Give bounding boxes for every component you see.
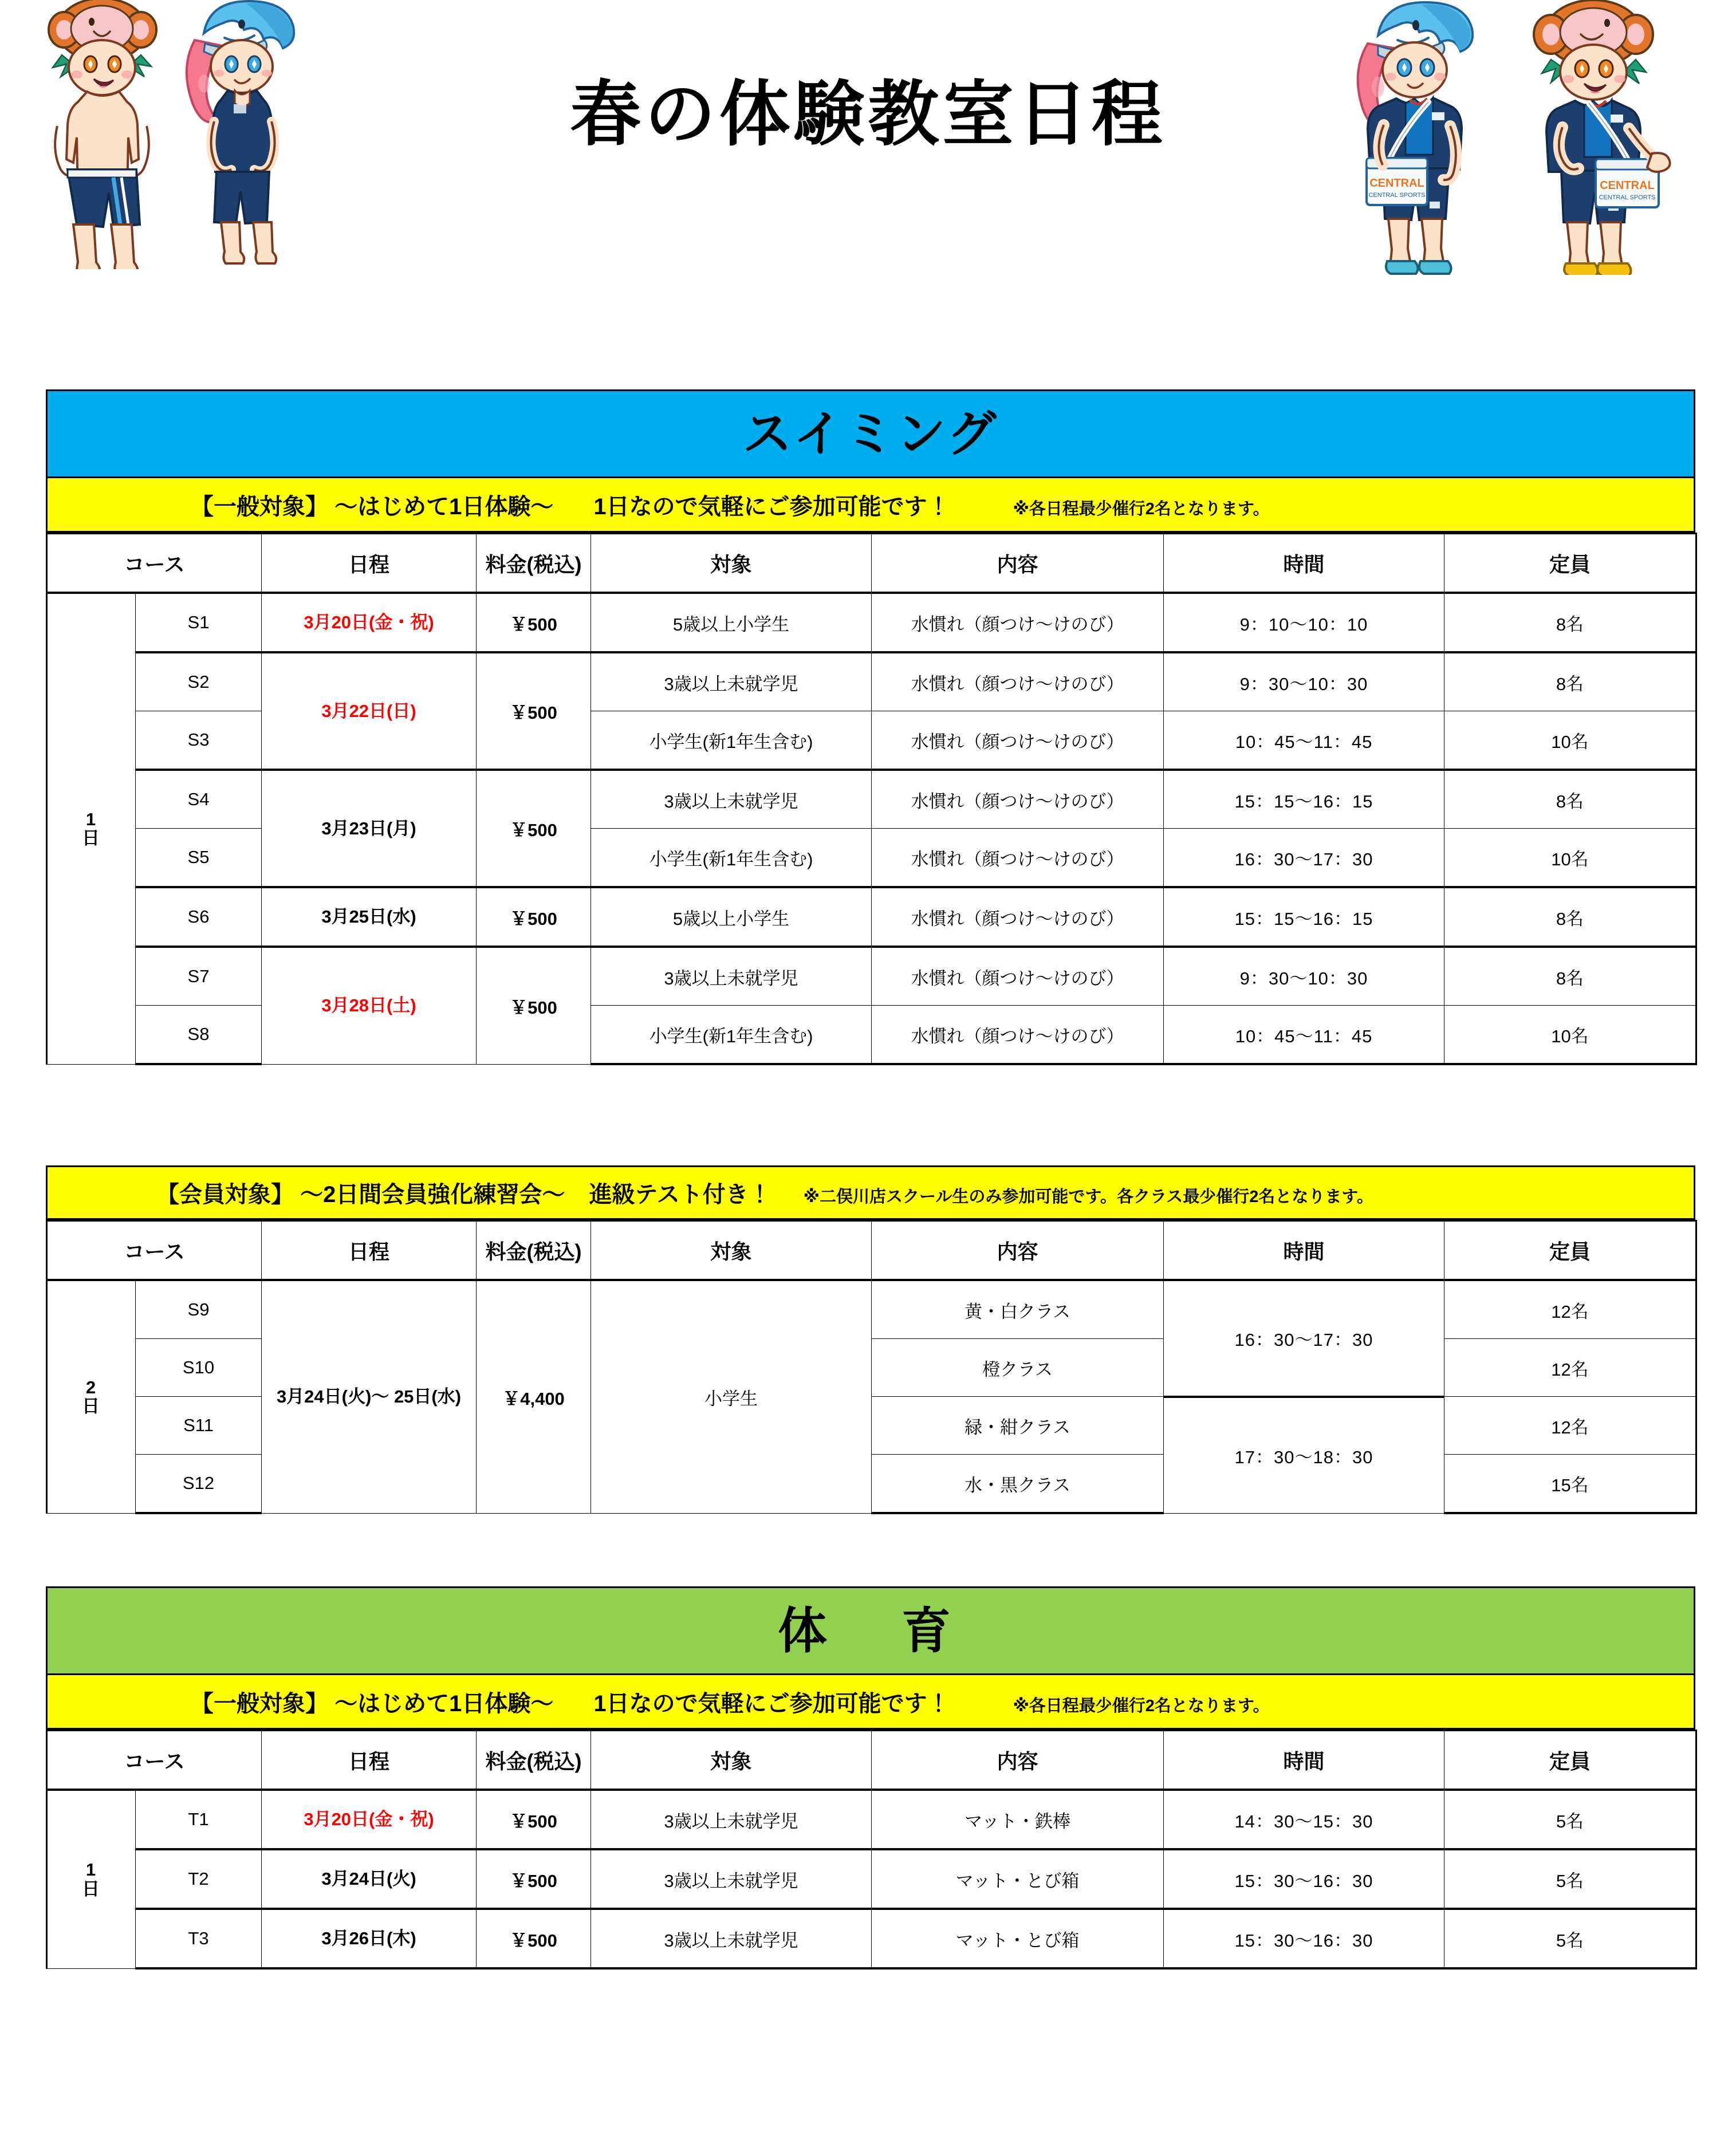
- cell-time: 15：15～16：15: [1164, 770, 1444, 829]
- table-row: [47, 1909, 1696, 1968]
- cell-target: 3歳以上未就学児: [591, 770, 872, 829]
- cell-capacity: 5名: [1444, 1909, 1696, 1968]
- cell-capacity: 10名: [1444, 829, 1696, 888]
- table-row: [47, 1790, 1696, 1849]
- cell-time: 15：30～16：30: [1164, 1909, 1444, 1968]
- note-sub: ※各日程最少催行2名となります。: [1013, 1696, 1270, 1715]
- day-span-label: 2 日: [47, 1280, 136, 1513]
- cell-capacity: 8名: [1444, 593, 1696, 652]
- cell-content: 水慣れ（顔つけ～けのび）: [872, 887, 1164, 947]
- cell-content: マット・とび箱: [872, 1909, 1164, 1968]
- col-header-content: 内容: [872, 1731, 1164, 1790]
- cell-date: 3月22日(日): [262, 652, 477, 770]
- cell-content: 橙クラス: [872, 1339, 1164, 1397]
- cell-capacity: 5名: [1444, 1849, 1696, 1909]
- col-header-fee: 料金(税込): [477, 1221, 591, 1281]
- cell-target: 3歳以上未就学児: [591, 652, 872, 711]
- cell-time: 17：30～18：30: [1164, 1397, 1444, 1514]
- cell-date: 3月24日(火): [262, 1849, 477, 1909]
- cell-course: T2: [136, 1849, 262, 1909]
- table-row: [47, 887, 1696, 947]
- cell-date: 3月20日(金・祝): [262, 593, 477, 652]
- cell-capacity: 10名: [1444, 1006, 1696, 1065]
- cell-date: 3月23日(月): [262, 770, 477, 887]
- cell-fee: ￥500: [477, 1790, 591, 1849]
- cell-time: 10：45～11：45: [1164, 1006, 1444, 1065]
- note-main: 【一般対象】 ～はじめて1日体験～: [191, 494, 554, 519]
- note-main: 【一般対象】 ～はじめて1日体験～: [191, 1691, 554, 1716]
- cell-time: 14：30～15：30: [1164, 1790, 1444, 1849]
- cell-content: 水・黒クラス: [872, 1455, 1164, 1514]
- cell-target: 小学生(新1年生含む): [591, 1006, 872, 1065]
- cell-content: マット・鉄棒: [872, 1790, 1164, 1849]
- cell-capacity: 12名: [1444, 1397, 1696, 1455]
- cell-course: S8: [136, 1006, 262, 1065]
- cell-time: 9：30～10：30: [1164, 652, 1444, 711]
- col-header-course: コース: [47, 1221, 262, 1281]
- cell-target: 3歳以上未就学児: [591, 1849, 872, 1909]
- section-band-gym: 体 育: [46, 1586, 1695, 1675]
- cell-time: 15：30～16：30: [1164, 1849, 1444, 1909]
- cell-content: 緑・紺クラス: [872, 1397, 1164, 1455]
- page-title: 春の体験教室日程: [570, 75, 1166, 155]
- col-header-date: 日程: [262, 534, 477, 593]
- cell-target-span: 小学生: [591, 1280, 872, 1513]
- col-header-time: 時間: [1164, 534, 1444, 593]
- cell-course: S11: [136, 1397, 262, 1455]
- col-header-date: 日程: [262, 1731, 477, 1790]
- section-swimming-member: [46, 1165, 1695, 1514]
- table-row: [47, 652, 1696, 711]
- table-row: [47, 1280, 1696, 1339]
- table-row: [47, 947, 1696, 1006]
- cell-fee: ￥500: [477, 1909, 591, 1968]
- cell-target: 3歳以上未就学児: [591, 947, 872, 1006]
- col-header-target: 対象: [591, 1731, 872, 1790]
- cell-fee: ￥500: [477, 593, 591, 652]
- cell-fee: ￥500: [477, 770, 591, 887]
- note-mid: 1日なので気軽にご参加可能です！: [593, 1691, 950, 1716]
- col-header-capacity: 定員: [1444, 1221, 1696, 1281]
- cell-capacity: 15名: [1444, 1455, 1696, 1514]
- cell-capacity: 12名: [1444, 1280, 1696, 1339]
- dolphin-hat-girl-uniform: [1358, 2, 1473, 274]
- cell-course: T3: [136, 1909, 262, 1968]
- note-mid: 進級テスト付き！: [589, 1182, 771, 1207]
- gym-general-table: [46, 1730, 1697, 1969]
- cell-capacity: 8名: [1444, 770, 1696, 829]
- cell-target: 5歳以上小学生: [591, 887, 872, 947]
- cell-course: S4: [136, 770, 262, 829]
- swimming-member-note-bar: [46, 1165, 1695, 1220]
- day-span-label: 1 日: [47, 1790, 136, 1968]
- cell-content: 水慣れ（顔つけ～けのび）: [872, 770, 1164, 829]
- cell-target: 3歳以上未就学児: [591, 1790, 872, 1849]
- svg-text:CENTRAL: CENTRAL: [1369, 177, 1424, 190]
- col-header-course: コース: [47, 1731, 262, 1790]
- cell-fee: ￥500: [477, 947, 591, 1064]
- col-header-fee: 料金(税込): [477, 534, 591, 593]
- cell-course: S5: [136, 829, 262, 888]
- cell-date: 3月25日(水): [262, 887, 477, 947]
- col-header-content: 内容: [872, 1221, 1164, 1281]
- cell-fee-span: ￥4,400: [477, 1280, 591, 1513]
- gym-general-note-bar: [46, 1675, 1695, 1730]
- cell-content: マット・とび箱: [872, 1849, 1164, 1909]
- note-main: 【会員対象】 ～2日間会員強化練習会～: [156, 1182, 565, 1207]
- monkey-hat-boy-uniform: [1534, 0, 1670, 275]
- mascot-pair-right: [1349, 0, 1716, 275]
- table-row: [47, 770, 1696, 829]
- cell-content: 水慣れ（顔つけ～けのび）: [872, 947, 1164, 1006]
- cell-time: 16：30～17：30: [1164, 1280, 1444, 1397]
- cell-capacity: 8名: [1444, 652, 1696, 711]
- cell-course: S6: [136, 887, 262, 947]
- table-header-row: [47, 1221, 1696, 1281]
- table-row: [47, 593, 1696, 652]
- cell-fee: ￥500: [477, 1849, 591, 1909]
- cell-content: 水慣れ（顔つけ～けのび）: [872, 652, 1164, 711]
- col-header-time: 時間: [1164, 1731, 1444, 1790]
- cell-content: 水慣れ（顔つけ～けのび）: [872, 593, 1164, 652]
- cell-capacity: 10名: [1444, 711, 1696, 770]
- col-header-capacity: 定員: [1444, 1731, 1696, 1790]
- col-header-capacity: 定員: [1444, 534, 1696, 593]
- note-mid: 1日なので気軽にご参加可能です！: [593, 494, 950, 519]
- cell-course: S3: [136, 711, 262, 770]
- cell-course: S2: [136, 652, 262, 711]
- page-header: [0, 0, 1736, 281]
- col-header-target: 対象: [591, 1221, 872, 1281]
- cell-time: 9：10～10：10: [1164, 593, 1444, 652]
- svg-text:CENTRAL SPORTS: CENTRAL SPORTS: [1368, 192, 1426, 199]
- cell-capacity: 12名: [1444, 1339, 1696, 1397]
- swimming-general-note-bar: [46, 478, 1695, 533]
- date-line-1: 3月24日(火)～: [276, 1386, 389, 1407]
- section-band-swimming: スイミング: [46, 389, 1695, 478]
- cell-date: 3月28日(土): [262, 947, 477, 1064]
- cell-time: 9：30～10：30: [1164, 947, 1444, 1006]
- cell-target: 3歳以上未就学児: [591, 1909, 872, 1968]
- cell-time: 15：15～16：15: [1164, 887, 1444, 947]
- cell-course: S12: [136, 1455, 262, 1514]
- cell-date: 3月20日(金・祝): [262, 1790, 477, 1849]
- svg-text:CENTRAL SPORTS: CENTRAL SPORTS: [1599, 194, 1656, 201]
- cell-course: S7: [136, 947, 262, 1006]
- swimming-member-table: [46, 1220, 1697, 1514]
- swimming-general-table: [46, 533, 1697, 1065]
- svg-text:CENTRAL: CENTRAL: [1600, 179, 1655, 192]
- section-gym: [46, 1586, 1695, 1969]
- table-header-row: [47, 1731, 1696, 1790]
- cell-target: 小学生(新1年生含む): [591, 711, 872, 770]
- cell-date: 3月26日(木): [262, 1909, 477, 1968]
- cell-course: S9: [136, 1280, 262, 1339]
- table-header-row: [47, 534, 1696, 593]
- note-sub: ※二俣川店スクール生のみ参加可能です。各クラス最少催行2名となります。: [803, 1188, 1373, 1206]
- table-row: [47, 1849, 1696, 1909]
- col-header-time: 時間: [1164, 1221, 1444, 1281]
- cell-target: 小学生(新1年生含む): [591, 829, 872, 888]
- col-header-date: 日程: [262, 1221, 477, 1281]
- cell-capacity: 5名: [1444, 1790, 1696, 1849]
- cell-capacity: 8名: [1444, 887, 1696, 947]
- cell-course: S1: [136, 593, 262, 652]
- cell-capacity: 8名: [1444, 947, 1696, 1006]
- cell-content: 黄・白クラス: [872, 1280, 1164, 1339]
- date-line-2: 25日(水): [393, 1386, 462, 1407]
- col-header-content: 内容: [872, 534, 1164, 593]
- cell-content: 水慣れ（顔つけ～けのび）: [872, 1006, 1164, 1065]
- cell-course: S10: [136, 1339, 262, 1397]
- col-header-fee: 料金(税込): [477, 1731, 591, 1790]
- cell-time: 16：30～17：30: [1164, 829, 1444, 888]
- cell-fee: ￥500: [477, 887, 591, 947]
- day-span-label: 1 日: [47, 593, 136, 1064]
- note-sub: ※各日程最少催行2名となります。: [1013, 499, 1270, 518]
- cell-target: 5歳以上小学生: [591, 593, 872, 652]
- col-header-target: 対象: [591, 534, 872, 593]
- section-swimming: [46, 389, 1695, 1065]
- cell-time: 10：45～11：45: [1164, 711, 1444, 770]
- cell-course: T1: [136, 1790, 262, 1849]
- cell-content: 水慣れ（顔つけ～けのび）: [872, 711, 1164, 770]
- cell-content: 水慣れ（顔つけ～けのび）: [872, 829, 1164, 888]
- cell-fee: ￥500: [477, 652, 591, 770]
- col-header-course: コース: [47, 534, 262, 593]
- cell-date-span: [262, 1280, 477, 1513]
